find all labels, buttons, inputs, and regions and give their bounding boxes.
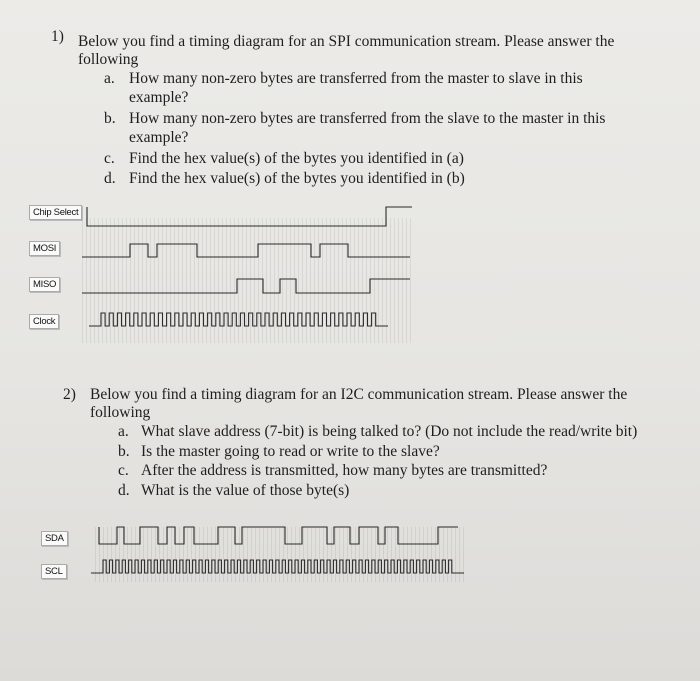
item-text: Find the hex value(s) of the bytes you identified in (b) <box>129 170 465 187</box>
sda-waveform <box>99 527 458 544</box>
item-text: How many non-zero bytes are transferred from the master to slave in this <box>129 70 583 87</box>
item-text: After the address is transmitted, how many bytes are transmitted? <box>141 462 548 479</box>
sda-label: SDA <box>41 531 68 546</box>
item-letter: a. <box>104 70 115 87</box>
item-text: Is the master going to read or write to the slave? <box>141 443 440 460</box>
item-letter: c. <box>118 462 129 479</box>
item-text-cont: example? <box>129 129 189 146</box>
chip-select-label: Chip Select <box>29 205 82 220</box>
item-text: Find the hex value(s) of the bytes you identified in (a) <box>129 150 464 167</box>
item-letter: d. <box>118 482 130 499</box>
question-text-line1: Below you find a timing diagram for an I2C communication stream. Please answer the <box>90 386 628 403</box>
item-text: What slave address (7-bit) is being talked to? (Do not include the read/write bit) <box>141 423 638 440</box>
scl-label: SCL <box>41 564 67 579</box>
item-text: What is the value of those byte(s) <box>141 482 350 499</box>
question-text-line2: following <box>78 51 139 68</box>
item-letter: a. <box>118 423 129 440</box>
question-number: 1) <box>51 28 64 45</box>
item-text-cont: example? <box>129 89 189 106</box>
item-text: How many non-zero bytes are transferred from the slave to the master in this <box>129 110 606 127</box>
item-letter: d. <box>104 170 116 187</box>
scl-waveform <box>91 560 464 573</box>
clock-label: Clock <box>29 314 59 329</box>
mosi-label: MOSI <box>29 241 60 256</box>
question-text-line1: Below you find a timing diagram for an SPI communication stream. Please answer the <box>78 33 615 50</box>
item-letter: b. <box>104 110 116 127</box>
item-letter: b. <box>118 443 130 460</box>
question-text-line2: following <box>90 404 151 421</box>
question-number: 2) <box>63 386 76 403</box>
miso-label: MISO <box>29 277 60 292</box>
item-letter: c. <box>104 150 115 167</box>
